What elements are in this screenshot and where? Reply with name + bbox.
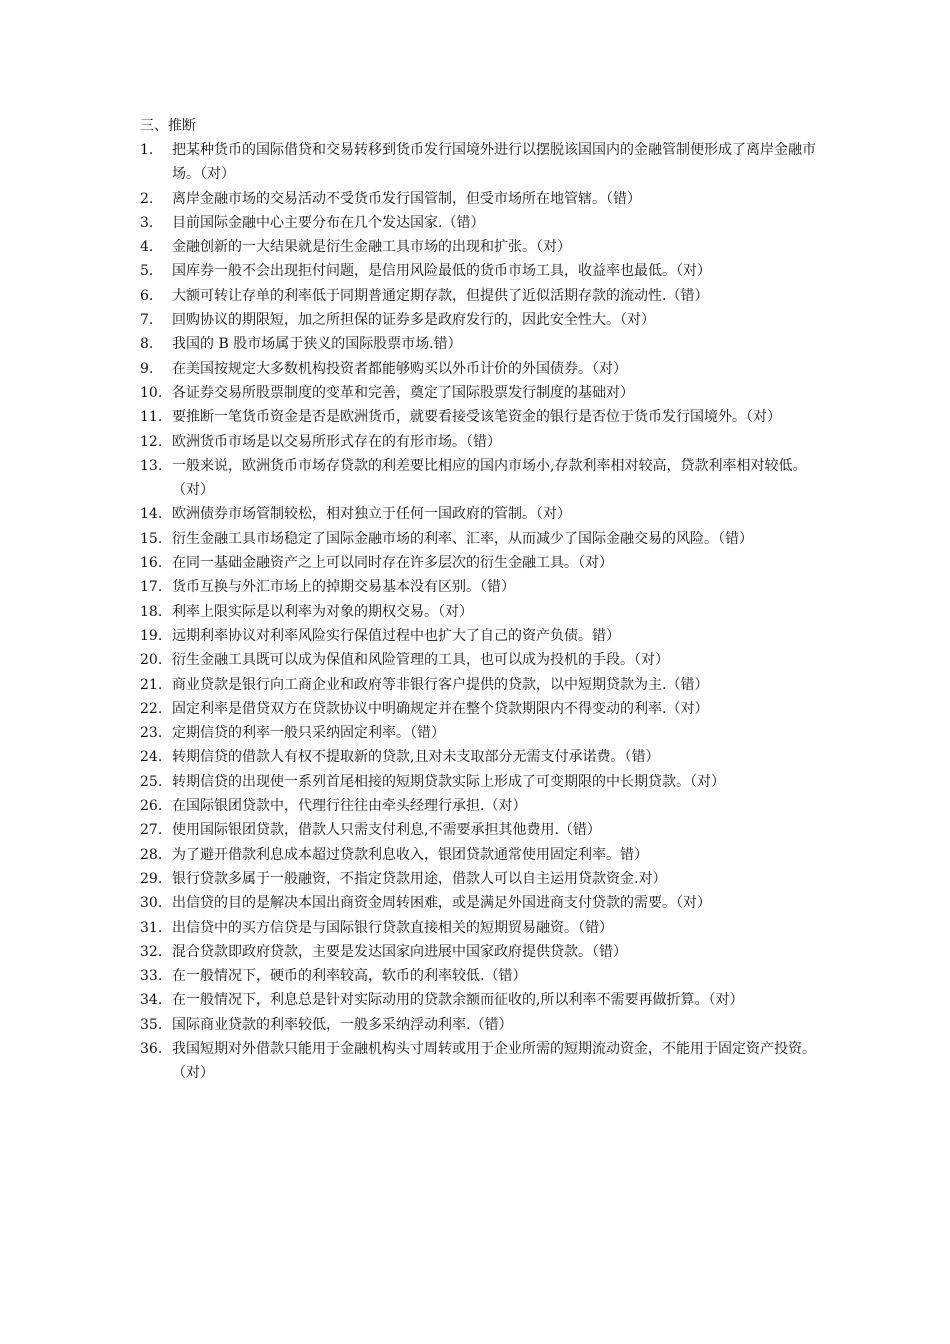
list-item [140, 308, 820, 332]
list-item [140, 405, 820, 429]
item-number: 28. [140, 846, 163, 863]
item-number: 9. [140, 360, 154, 377]
item-text: 衍生金融工具既可以成为保值和风险管理的工具，也可以成为投机的手段。（对） [172, 652, 669, 669]
item-text: 要推断一笔货币资金是否是欧洲货币，就要看接受该笔资金的银行是否位于货币发行国境外。（对） [172, 409, 781, 426]
list-item [140, 988, 820, 1012]
list-item [140, 187, 820, 211]
item-number: 21. [140, 676, 163, 693]
item-text: 一般来说，欧洲货币市场存贷款的利差要比相应的国内市场小,存款利率相对较高，贷款利率相对较低。（对） [172, 457, 807, 499]
item-text: 离岸金融市场的交易活动不受货币发行国管制，但受市场所在地管辖。（错） [172, 190, 641, 207]
item-text: 转期信贷的出现使一系列首尾相接的短期贷款实际上形成了可变期限的中长期贷款。（对） [172, 773, 725, 790]
item-number: 14. [140, 506, 163, 523]
list-item [140, 818, 820, 842]
item-number: 1. [140, 142, 154, 158]
item-text: 回购协议的期限短，加之所担保的证券多是政府发行的，因此安全性大。（对） [172, 312, 655, 329]
list-item [140, 770, 820, 794]
item-text: 固定利率是借贷双方在贷款协议中明确规定并在整个贷款期限内不得变动的利率.（对） [172, 700, 709, 717]
item-text: 把某种货币的国际借贷和交易转移到货币发行国境外进行以摆脱该国国内的金融管制便形成了离岸金融市场。（对） [172, 142, 816, 183]
list-item [140, 575, 820, 599]
section-title: 三、推断 [140, 118, 196, 134]
item-text: 在同一基础金融资产之上可以同时存在许多层次的衍生金融工具。（对） [172, 555, 613, 572]
item-text: 衍生金融工具市场稳定了国际金融市场的利率、汇率，从而减少了国际金融交易的风险。（错） [172, 530, 753, 547]
list-item [140, 235, 820, 259]
item-text: 为了避开借款利息成本超过贷款利息收入，银团贷款通常使用固定利率。错） [172, 846, 648, 863]
item-number: 19. [140, 627, 163, 644]
item-text: 定期信贷的利率一般只采纳固定利率。（错） [172, 725, 445, 742]
item-number: 20. [140, 652, 163, 669]
item-number: 33. [140, 968, 163, 985]
item-number: 7. [140, 312, 154, 329]
item-number: 32. [140, 943, 163, 960]
list-item [140, 284, 820, 308]
list-item [140, 1013, 820, 1037]
item-number: 25. [140, 773, 163, 790]
item-text: 转期信贷的借款人有权不提取新的贷款,且对未支取部分无需支付承诺费。（错） [172, 749, 660, 766]
item-text: 商业贷款是银行向工商企业和政府等非银行客户提供的贷款，以中短期贷款为主.（错） [172, 676, 709, 693]
list-item [140, 867, 820, 891]
item-text: 我国短期对外借款只能用于金融机构头寸周转或用于企业所需的短期流动资金，不能用于固定资产投资。（对） [172, 1040, 816, 1082]
item-number: 23. [140, 725, 163, 742]
judgment-list [140, 138, 820, 1086]
item-text: 大额可转让存单的利率低于同期普通定期存款，但提供了近似活期存款的流动性.（错） [172, 287, 709, 304]
item-number: 34. [140, 992, 163, 1009]
list-item [140, 891, 820, 915]
item-text: 欧洲货币市场是以交易所形式存在的有形市场。（错） [172, 433, 501, 450]
item-number: 31. [140, 919, 163, 936]
list-item [140, 502, 820, 526]
item-number: 35. [140, 1016, 163, 1033]
item-number: 8. [140, 336, 154, 353]
item-text: 货币互换与外汇市场上的掉期交易基本没有区别。（错） [172, 579, 515, 596]
item-text: 在一般情况下，利息总是针对实际动用的贷款余额而征收的,所以利率不需要再做折算。（对） [172, 992, 744, 1009]
list-item [140, 430, 820, 454]
item-text: 混合贷款即政府贷款，主要是发达国家向进展中国家政府提供贷款。（错） [172, 943, 627, 960]
list-item [140, 843, 820, 867]
item-text: 在一般情况下，硬币的利率较高，软币的利率较低.（错） [172, 968, 527, 985]
item-number: 18. [140, 603, 163, 620]
item-number: 22. [140, 700, 163, 717]
item-number: 4. [140, 239, 154, 256]
item-text: 欧洲债券市场管制较松，相对独立于任何一国政府的管制。（对） [172, 506, 571, 523]
item-number: 2. [140, 190, 154, 207]
item-text: 我国的 B 股市场属于狭义的国际股票市场.错） [172, 336, 462, 353]
list-item [140, 964, 820, 988]
item-text: 国际商业贷款的利率较低，一般多采纳浮动利率.（错） [172, 1016, 513, 1033]
item-text: 远期利率协议对利率风险实行保值过程中也扩大了自己的资产负债。错） [172, 627, 620, 644]
item-text: 银行贷款多属于一般融资，不指定贷款用途，借款人可以自主运用贷款资金.对） [172, 870, 667, 887]
item-text: 在美国按规定大多数机构投资者都能够购买以外币计价的外国债券。（对） [172, 360, 627, 377]
item-number: 12. [140, 433, 163, 450]
list-item [140, 745, 820, 769]
item-number: 13. [140, 457, 163, 474]
list-item [140, 697, 820, 721]
list-item [140, 527, 820, 551]
item-text: 金融创新的一大结果就是衍生金融工具市场的出现和扩张。（对） [172, 239, 571, 256]
item-number: 24. [140, 749, 163, 766]
list-item [140, 381, 820, 405]
list-item [140, 259, 820, 283]
item-text: 目前国际金融中心主要分布在几个发达国家.（错） [172, 214, 485, 231]
list-item [140, 600, 820, 624]
item-number: 3. [140, 214, 154, 231]
list-item [140, 138, 820, 187]
item-number: 16. [140, 555, 163, 572]
list-item [140, 721, 820, 745]
item-text: 利率上限实际是以利率为对象的期权交易。（对） [172, 603, 473, 620]
list-item [140, 1037, 820, 1086]
item-number: 26. [140, 798, 163, 815]
item-text: 出信贷中的买方信贷是与国际银行贷款直接相关的短期贸易融资。（错） [172, 919, 613, 936]
item-text: 出信贷的目的是解决本国出商资金周转困难，或是满足外国进商支付贷款的需要。（对） [172, 895, 711, 912]
item-number: 29. [140, 870, 163, 887]
item-number: 36. [140, 1040, 163, 1057]
list-item [140, 332, 820, 356]
item-text: 国库券一般不会出现拒付问题，是信用风险最低的货币市场工具，收益率也最低。（对） [172, 263, 711, 280]
item-number: 15. [140, 530, 163, 547]
list-item [140, 794, 820, 818]
item-number: 10. [140, 384, 163, 401]
item-text: 各证券交易所股票制度的变革和完善，奠定了国际股票发行制度的基础对） [172, 384, 634, 401]
list-item [140, 624, 820, 648]
item-number: 5. [140, 263, 154, 280]
list-item [140, 357, 820, 381]
list-item [140, 454, 820, 503]
item-number: 30. [140, 895, 163, 912]
list-item [140, 648, 820, 672]
list-item [140, 673, 820, 697]
item-text: 使用国际银团贷款，借款人只需支付利息,不需要承担其他费用.（错） [172, 822, 601, 839]
list-item [140, 211, 820, 235]
item-number: 17. [140, 579, 163, 596]
item-number: 6. [140, 287, 154, 304]
list-item [140, 551, 820, 575]
item-number: 11. [140, 409, 163, 426]
item-number: 27. [140, 822, 163, 839]
item-text: 在国际银团贷款中，代理行往往由牵头经理行承担.（对） [172, 798, 527, 815]
list-item [140, 916, 820, 940]
list-item [140, 940, 820, 964]
